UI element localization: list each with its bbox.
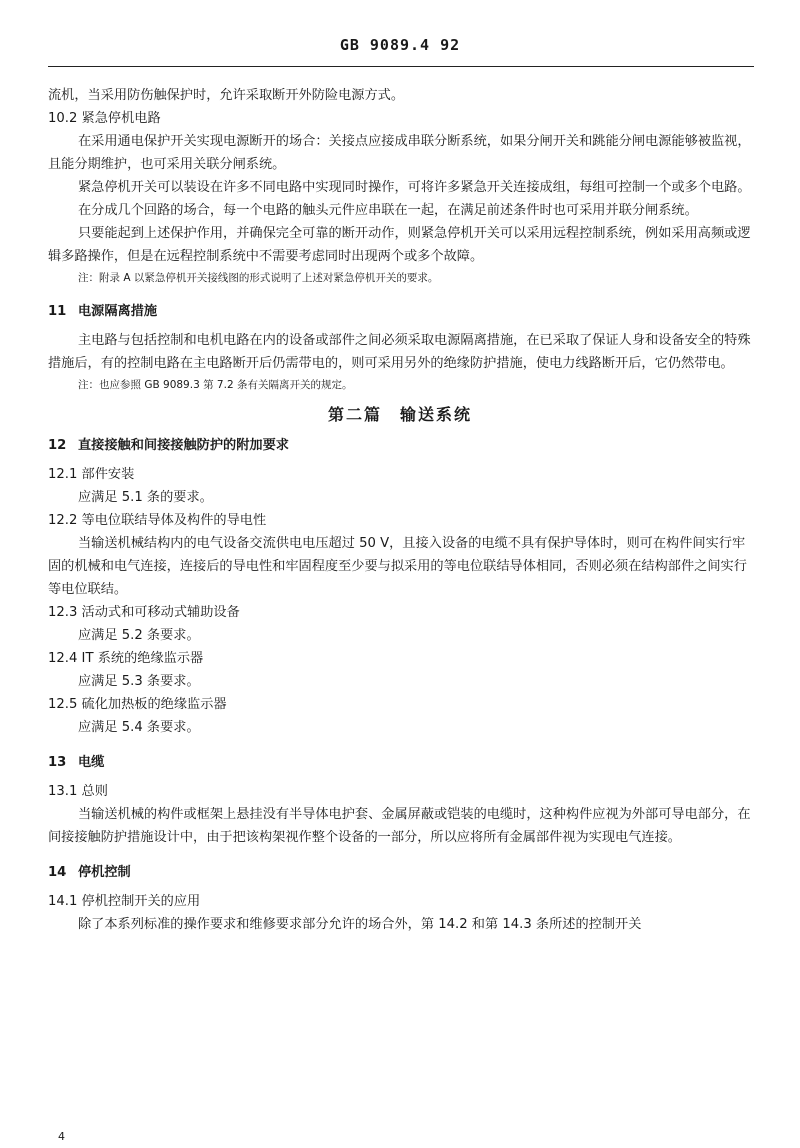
section-12-4-text: 应满足 5.3 条要求。 <box>78 674 200 689</box>
continued-paragraph: 流机，当采用防伤触保护时，允许采取断开外防险电源方式。 <box>48 88 405 103</box>
section-13-1-title: 13.1 总则 <box>48 784 108 799</box>
section-12-5-title: 12.5 硫化加热板的绝缘监示器 <box>48 697 227 712</box>
document-body <box>48 84 752 936</box>
section-12-2-title: 12.2 等电位联结导体及构件的导电性 <box>48 513 267 528</box>
section-14-title: 停机控制 <box>78 865 131 880</box>
section-13-number: 13 <box>48 755 67 770</box>
section-12-1-title: 12.1 部件安装 <box>48 467 135 482</box>
section-11-note: 注：也应参照 GB 9089.3 第 7.2 条有关隔离开关的规定。 <box>78 379 353 391</box>
section-10-2-paragraph-2: 紧急停机开关可以装设在许多不同电路中实现同时操作，可将许多紧急开关连接成组，每组可控制一个或多个电路。 <box>78 180 751 195</box>
section-10-2-paragraph-1: 在采用通电保护开关实现电源断开的场合：关接点应接成串联分断系统，如果分闸开关和跳能分闸电源能够被监视，且能分期维护，也可采用关联分闸系统。 <box>48 134 751 172</box>
section-14-1-title: 14.1 停机控制开关的应用 <box>48 894 201 909</box>
section-11-heading <box>48 300 752 323</box>
section-11-paragraph: 主电路与包括控制和电机电路在内的设备或部件之间必须采取电源隔离措施，在已采取了保证人身和设备安全的特殊措施后，有的控制电路在主电路断开后仍需带电的，则可采用另外的绝缘防护措施，使电力线路断开后，它仍然带电。 <box>48 333 751 371</box>
section-13-title: 电缆 <box>78 755 105 770</box>
page-number: 4 <box>58 1130 65 1143</box>
header-rule <box>48 66 754 67</box>
section-10-2-note: 注：附录 A 以紧急停机开关接线图的形式说明了上述对紧急停机开关的要求。 <box>78 272 439 284</box>
section-12-1-text: 应满足 5.1 条的要求。 <box>78 490 213 505</box>
section-11-title: 电源隔离措施 <box>78 304 158 319</box>
section-13-heading <box>48 751 752 774</box>
section-14-number: 14 <box>48 865 67 880</box>
part-2-title: 第二篇 输送系统 <box>327 405 472 424</box>
section-13-1-text: 当输送机械的构件或框架上悬挂没有半导体电护套、金属屏蔽或铠装的电缆时，这种构件应视为外部可导电部分，在间接接触防护措施设计中，由于把该构架视作整个设备的一部分，所以应将所有金属部件视为实现电气连接。 <box>48 807 751 845</box>
page-header: GB 9089.4 92 <box>339 36 461 54</box>
section-14-1-text: 除了本系列标准的操作要求和维修要求部分允许的场合外，第 14.2 和第 14.3 条所述的控制开关 <box>78 917 642 932</box>
section-14-heading <box>48 861 752 884</box>
section-12-3-title: 12.3 活动式和可移动式辅助设备 <box>48 605 240 620</box>
section-12-3-text: 应满足 5.2 条要求。 <box>78 628 200 643</box>
section-12-heading <box>48 434 752 457</box>
section-10-2-title: 10.2 紧急停机电路 <box>48 111 161 126</box>
section-12-number: 12 <box>48 438 67 453</box>
section-10-2-paragraph-4: 只要能起到上述保护作用，并确保完全可靠的断开动作，则紧急停机开关可以采用远程控制系统，例如采用高频或逻辑多路操作，但是在远程控制系统中不需要考虑同时出现两个或多个故障。 <box>48 226 751 264</box>
section-12-4-title: 12.4 IT 系统的绝缘监示器 <box>48 651 204 666</box>
section-12-2-text: 当输送机械结构内的电气设备交流供电电压超过 50 V，且接入设备的电缆不具有保护导体时，则可在构件间实行牢固的机械和电气连接，连接后的导电性和牢固程度至少要与拟采用的等电位联结导体相同，否则必须在结构部件之间实行等电位联结。 <box>48 536 747 597</box>
section-12-title: 直接接触和间接接触防护的附加要求 <box>78 438 289 453</box>
section-10-2-paragraph-3: 在分成几个回路的场合，每一个电路的触头元件应串联在一起，在满足前述条件时也可采用并联分闸系统。 <box>78 203 698 218</box>
section-11-number: 11 <box>48 304 67 319</box>
section-12-5-text: 应满足 5.4 条要求。 <box>78 720 200 735</box>
